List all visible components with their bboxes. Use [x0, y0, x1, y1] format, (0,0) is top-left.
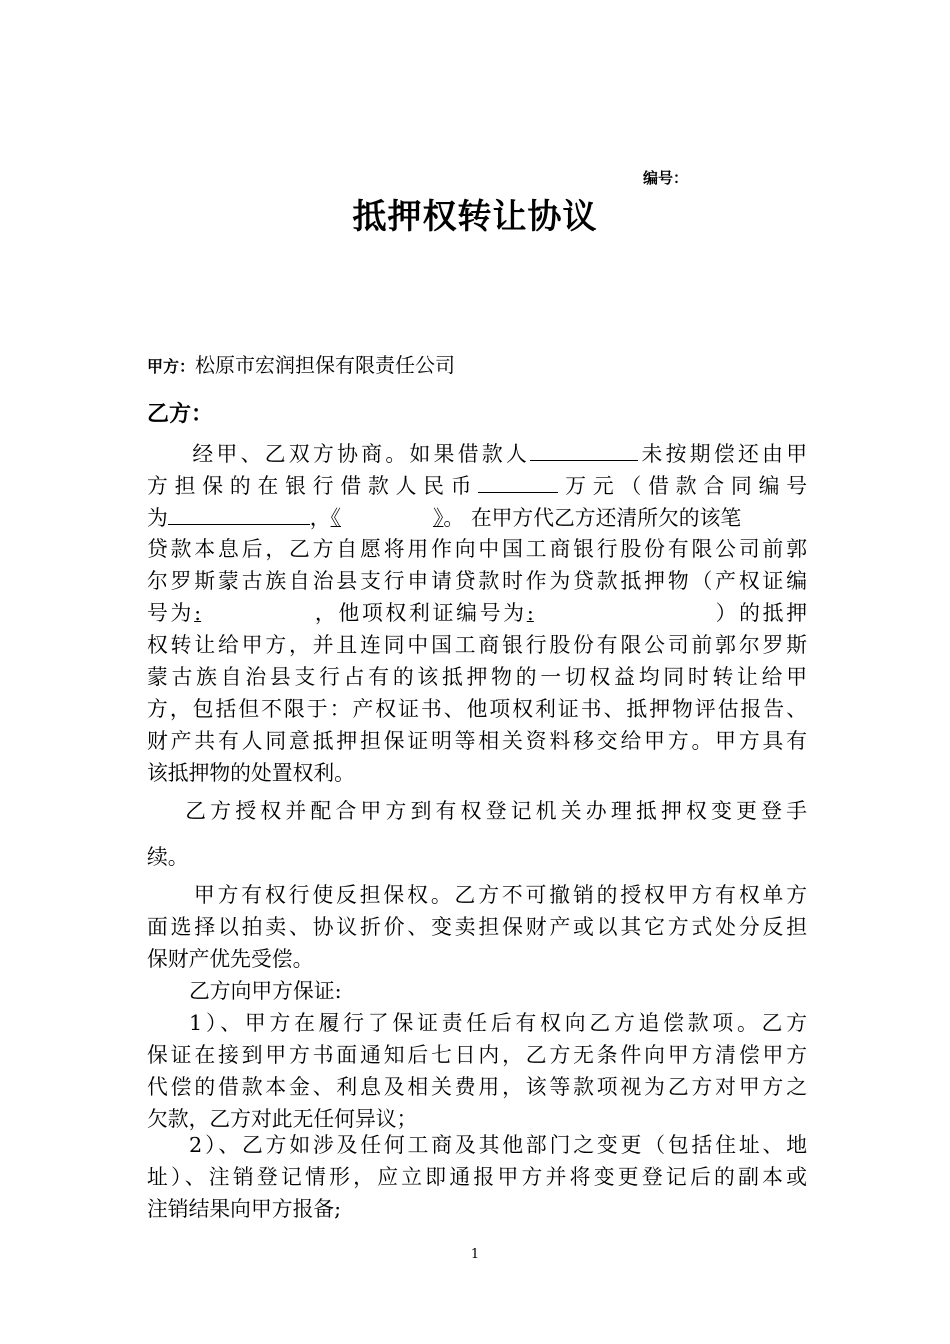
party-a-name: 松原市宏润担保有限责任公司 — [195, 353, 456, 377]
text: : — [194, 601, 202, 625]
clause1-line — [147, 502, 807, 532]
text: 经甲、乙双方协商。如果借款人 — [189, 442, 531, 466]
contract-number-blank — [168, 502, 310, 525]
clause4-item2-line: 址）、注销登记情形，应立即通报甲方并将变更登记后的副本或 — [147, 1165, 807, 1189]
text: 为 — [147, 506, 168, 530]
text: ）的抵押 — [712, 601, 808, 625]
clause1-line — [147, 598, 807, 628]
clause1-line: 尔罗斯蒙古族自治县支行申请贷款时作为贷款抵押物（产权证编 — [147, 569, 807, 593]
text: 未按期偿还由甲 — [638, 442, 807, 466]
amount-blank — [478, 470, 558, 493]
clause1-line — [147, 438, 807, 468]
clause1-line: 贷款本息后，乙方自愿将用作向中国工商银行股份有限公司前郭 — [147, 537, 807, 561]
clause4-item1-line — [147, 1008, 807, 1038]
party-a-label: 甲方： — [147, 357, 196, 376]
clause4-item1-line: 保证在接到甲方书面通知后七日内，乙方无条件向甲方清偿甲方 — [147, 1043, 807, 1067]
text: 号为 — [147, 601, 195, 625]
clause1-line — [147, 470, 807, 500]
text: 》 — [433, 506, 444, 530]
other-cert-blank — [527, 598, 713, 628]
clause4-intro — [147, 976, 807, 1006]
contract-name — [331, 506, 444, 530]
clause1-line: 该抵押物的处置权利。 — [147, 761, 355, 785]
clause4-item1-line: 欠款，乙方对此无任何异议； — [147, 1107, 418, 1131]
clause1-line: 财产共有人同意抵押担保证明等相关资料移交给甲方。甲方具有 — [147, 729, 807, 753]
text: 方担保的在银行借款人民币 — [147, 474, 479, 498]
text: ， — [309, 506, 331, 530]
text: 。 在甲方代乙方还清所欠的该笔 — [443, 506, 742, 530]
clause3-line: 保财产优先受偿。 — [147, 947, 314, 971]
clause1-line: 权转让给甲方，并且连同中国工商银行股份有限公司前郭尔罗斯 — [147, 633, 807, 657]
text: 乙方向甲方保证: — [189, 979, 342, 1003]
text: 《 — [330, 506, 341, 530]
text: 甲方有权行使反担保权。乙方不可撤销的授权甲方有权单方 — [191, 883, 807, 907]
text: 万元（借款合同编号 — [558, 474, 808, 498]
document-number-label: 编号： — [643, 169, 689, 187]
borrower-blank — [530, 438, 638, 461]
clause1-line: 蒙古族自治县支行占有的该抵押物的一切权益均同时转让给甲 — [147, 665, 807, 689]
clause4-item2-line — [147, 1130, 807, 1160]
clause4-item2-line: 注销结果向甲方报备; — [147, 1197, 342, 1221]
text: : — [526, 601, 534, 625]
clause3-line: 面选择以拍卖、协议折价、变卖担保财产或以其它方式处分反担 — [147, 915, 807, 939]
property-cert-blank — [194, 598, 312, 628]
text: 1）、甲方在履行了保证责任后有权向乙方追偿款项。乙方 — [189, 1011, 807, 1035]
party-b-label: 乙方： — [147, 402, 214, 427]
text: 乙方授权并配合甲方到有权登记机关办理抵押权变更登手 — [181, 799, 807, 823]
page-number: 1 — [470, 1247, 480, 1262]
clause1-line: 方，包括但不限于：产权证书、他项权利证书、抵押物评估报告、 — [147, 697, 807, 721]
clause4-item1-line: 代偿的借款本金、利息及相关费用，该等款项视为乙方对甲方之 — [147, 1075, 807, 1099]
clause2-line: 续。 — [147, 845, 189, 869]
clause2-line — [147, 796, 807, 826]
clause3-line — [147, 880, 807, 910]
document-title: 抵押权转让协议 — [352, 197, 598, 237]
text: ，他项权利证编号为 — [312, 601, 527, 625]
party-a — [147, 351, 455, 381]
text: 2）、乙方如涉及任何工商及其他部门之变更（包括住址、地 — [189, 1133, 807, 1157]
